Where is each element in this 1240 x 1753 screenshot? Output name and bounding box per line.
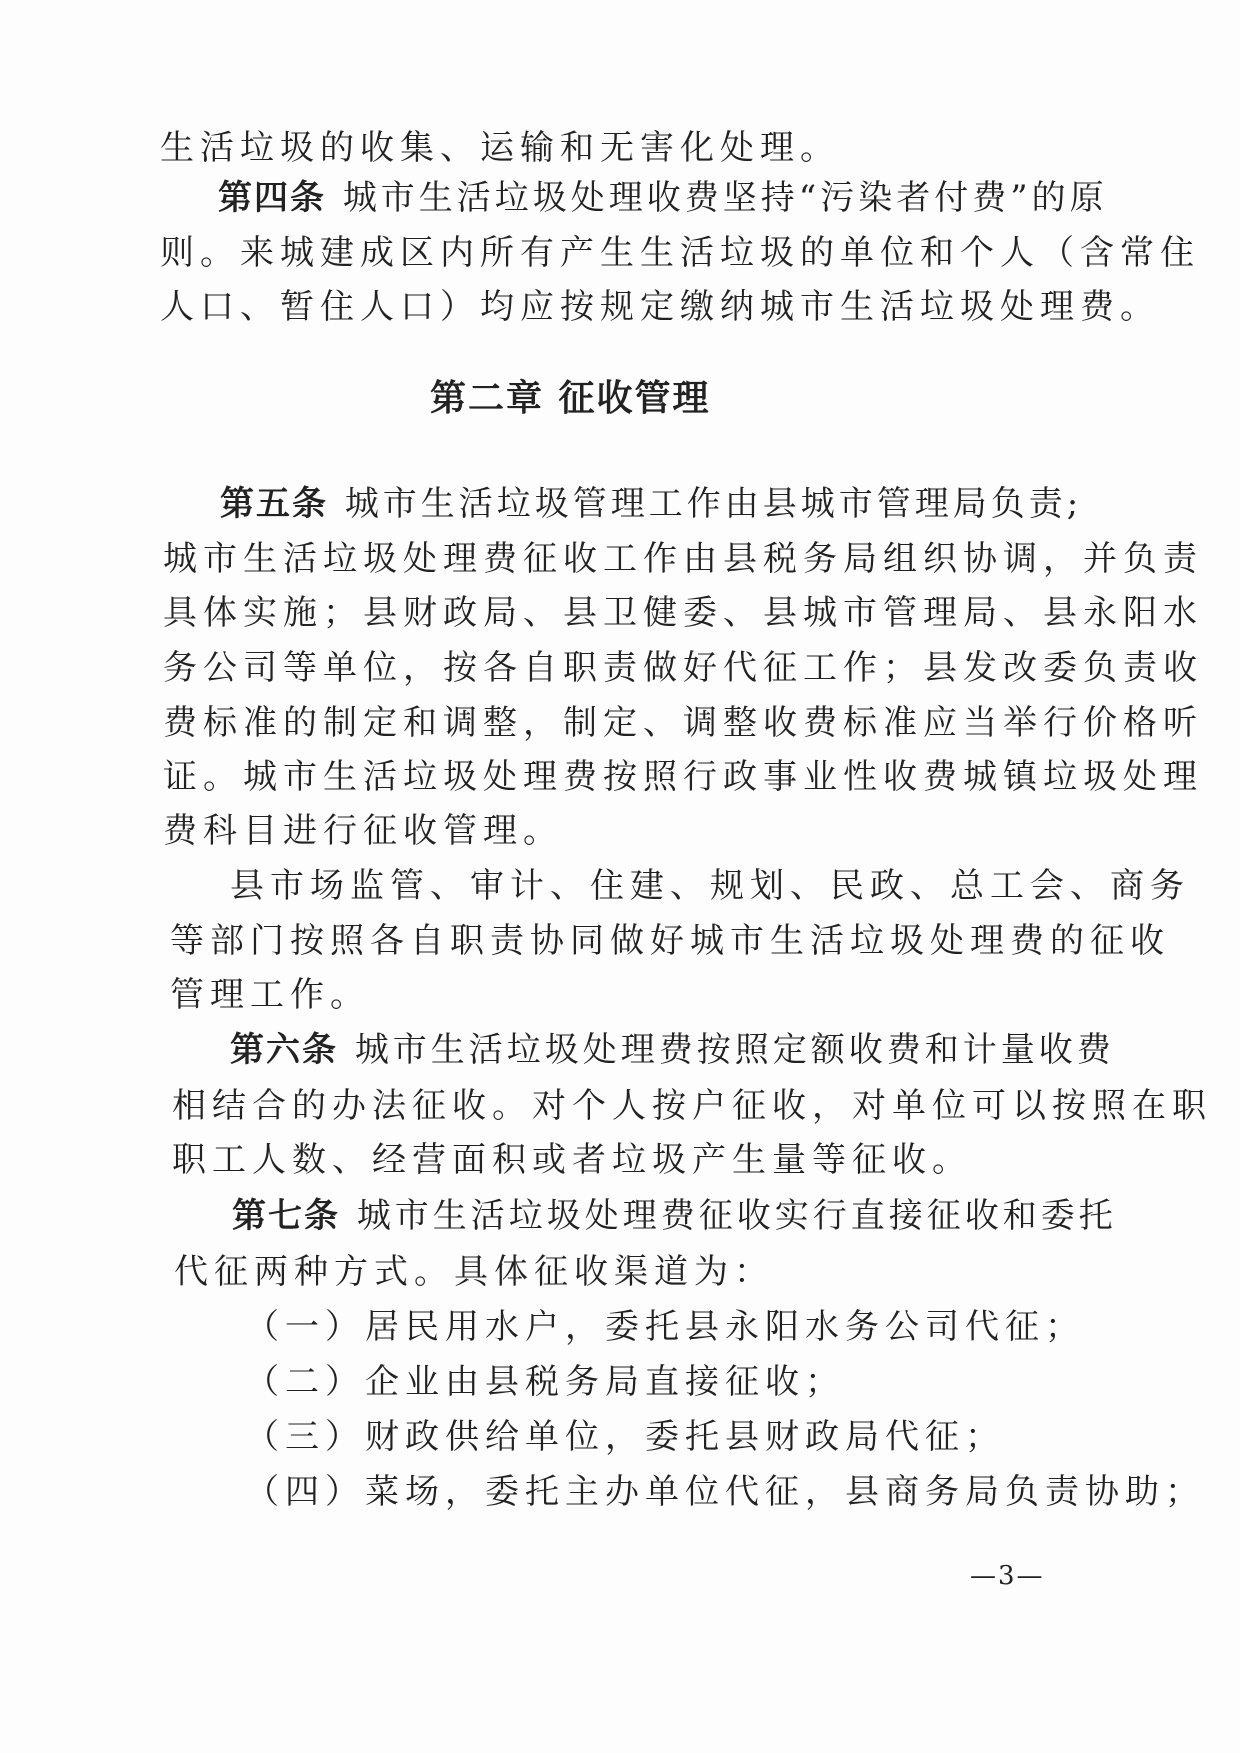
article-label: 第六条 [230,1030,338,1070]
article-4-line-1 [218,178,1108,218]
text-line: 费科目进行征收管理。 [163,811,563,851]
list-item: （三）财政供给单位，委托县财政局代征； [245,1417,1005,1457]
text-line: 生活垃圾的收集、运输和无害化处理。 [160,128,840,168]
text-line: 县市场监管、审计、住建、规划、民政、总工会、商务 [230,866,1190,906]
chapter-heading: 第二章 征收管理 [430,377,711,419]
article-label: 第七条 [232,1196,340,1236]
text-line: 职工人数、经营面积或者垃圾产生量等征收。 [172,1140,972,1180]
text-line: 人口、暂住人口）均应按规定缴纳城市生活垃圾处理费。 [160,287,1160,327]
list-item: （四）菜场，委托主办单位代征，县商务局负责协助； [245,1472,1205,1512]
article-text: 城市生活垃圾处理费征收实行直接征收和委托 [356,1196,1117,1236]
list-item: （一）居民用水户，委托县永阳水务公司代征； [245,1307,1085,1347]
text-line: 代征两种方式。具体征收渠道为： [174,1252,774,1292]
article-text: 城市生活垃圾处理费按照定额收费和计量收费 [354,1030,1115,1070]
text-line: 证。城市生活垃圾处理费按照行政事业性收费城镇垃圾处理 [163,757,1203,797]
article-text: 城市生活垃圾管理工作由县城市管理局负责; [344,484,1083,524]
text-line: 管理工作。 [170,975,370,1015]
text-line: 具体实施；县财政局、县卫健委、县城市管理局、县永阳水 [163,593,1203,633]
text-line: 等部门按照各自职责协同做好城市生活垃圾处理费的征收 [170,921,1170,961]
text-line: 则。来城建成区内所有产生生活垃圾的单位和个人（含常住 [160,233,1200,273]
article-7-line-1 [232,1196,1117,1236]
list-item: （二）企业由县税务局直接征收； [245,1362,845,1402]
text-line: 相结合的办法征收。对个人按户征收，对单位可以按照在职 [172,1086,1212,1126]
article-5-line-1 [220,484,1082,524]
article-6-line-1 [230,1030,1115,1070]
text-line: 费标准的制定和调整，制定、调整收费标准应当举行价格听 [163,703,1203,743]
article-label: 第五条 [220,484,328,524]
article-label: 第四条 [218,178,326,218]
text-line: 城市生活垃圾处理费征收工作由县税务局组织协调，并负责 [163,539,1203,579]
text-line: 务公司等单位，按各自职责做好代征工作；县发改委负责收 [163,648,1203,688]
article-text: 城市生活垃圾处理收费坚持“污染者付费”的原 [342,178,1108,218]
page-number: —3— [970,1561,1045,1591]
